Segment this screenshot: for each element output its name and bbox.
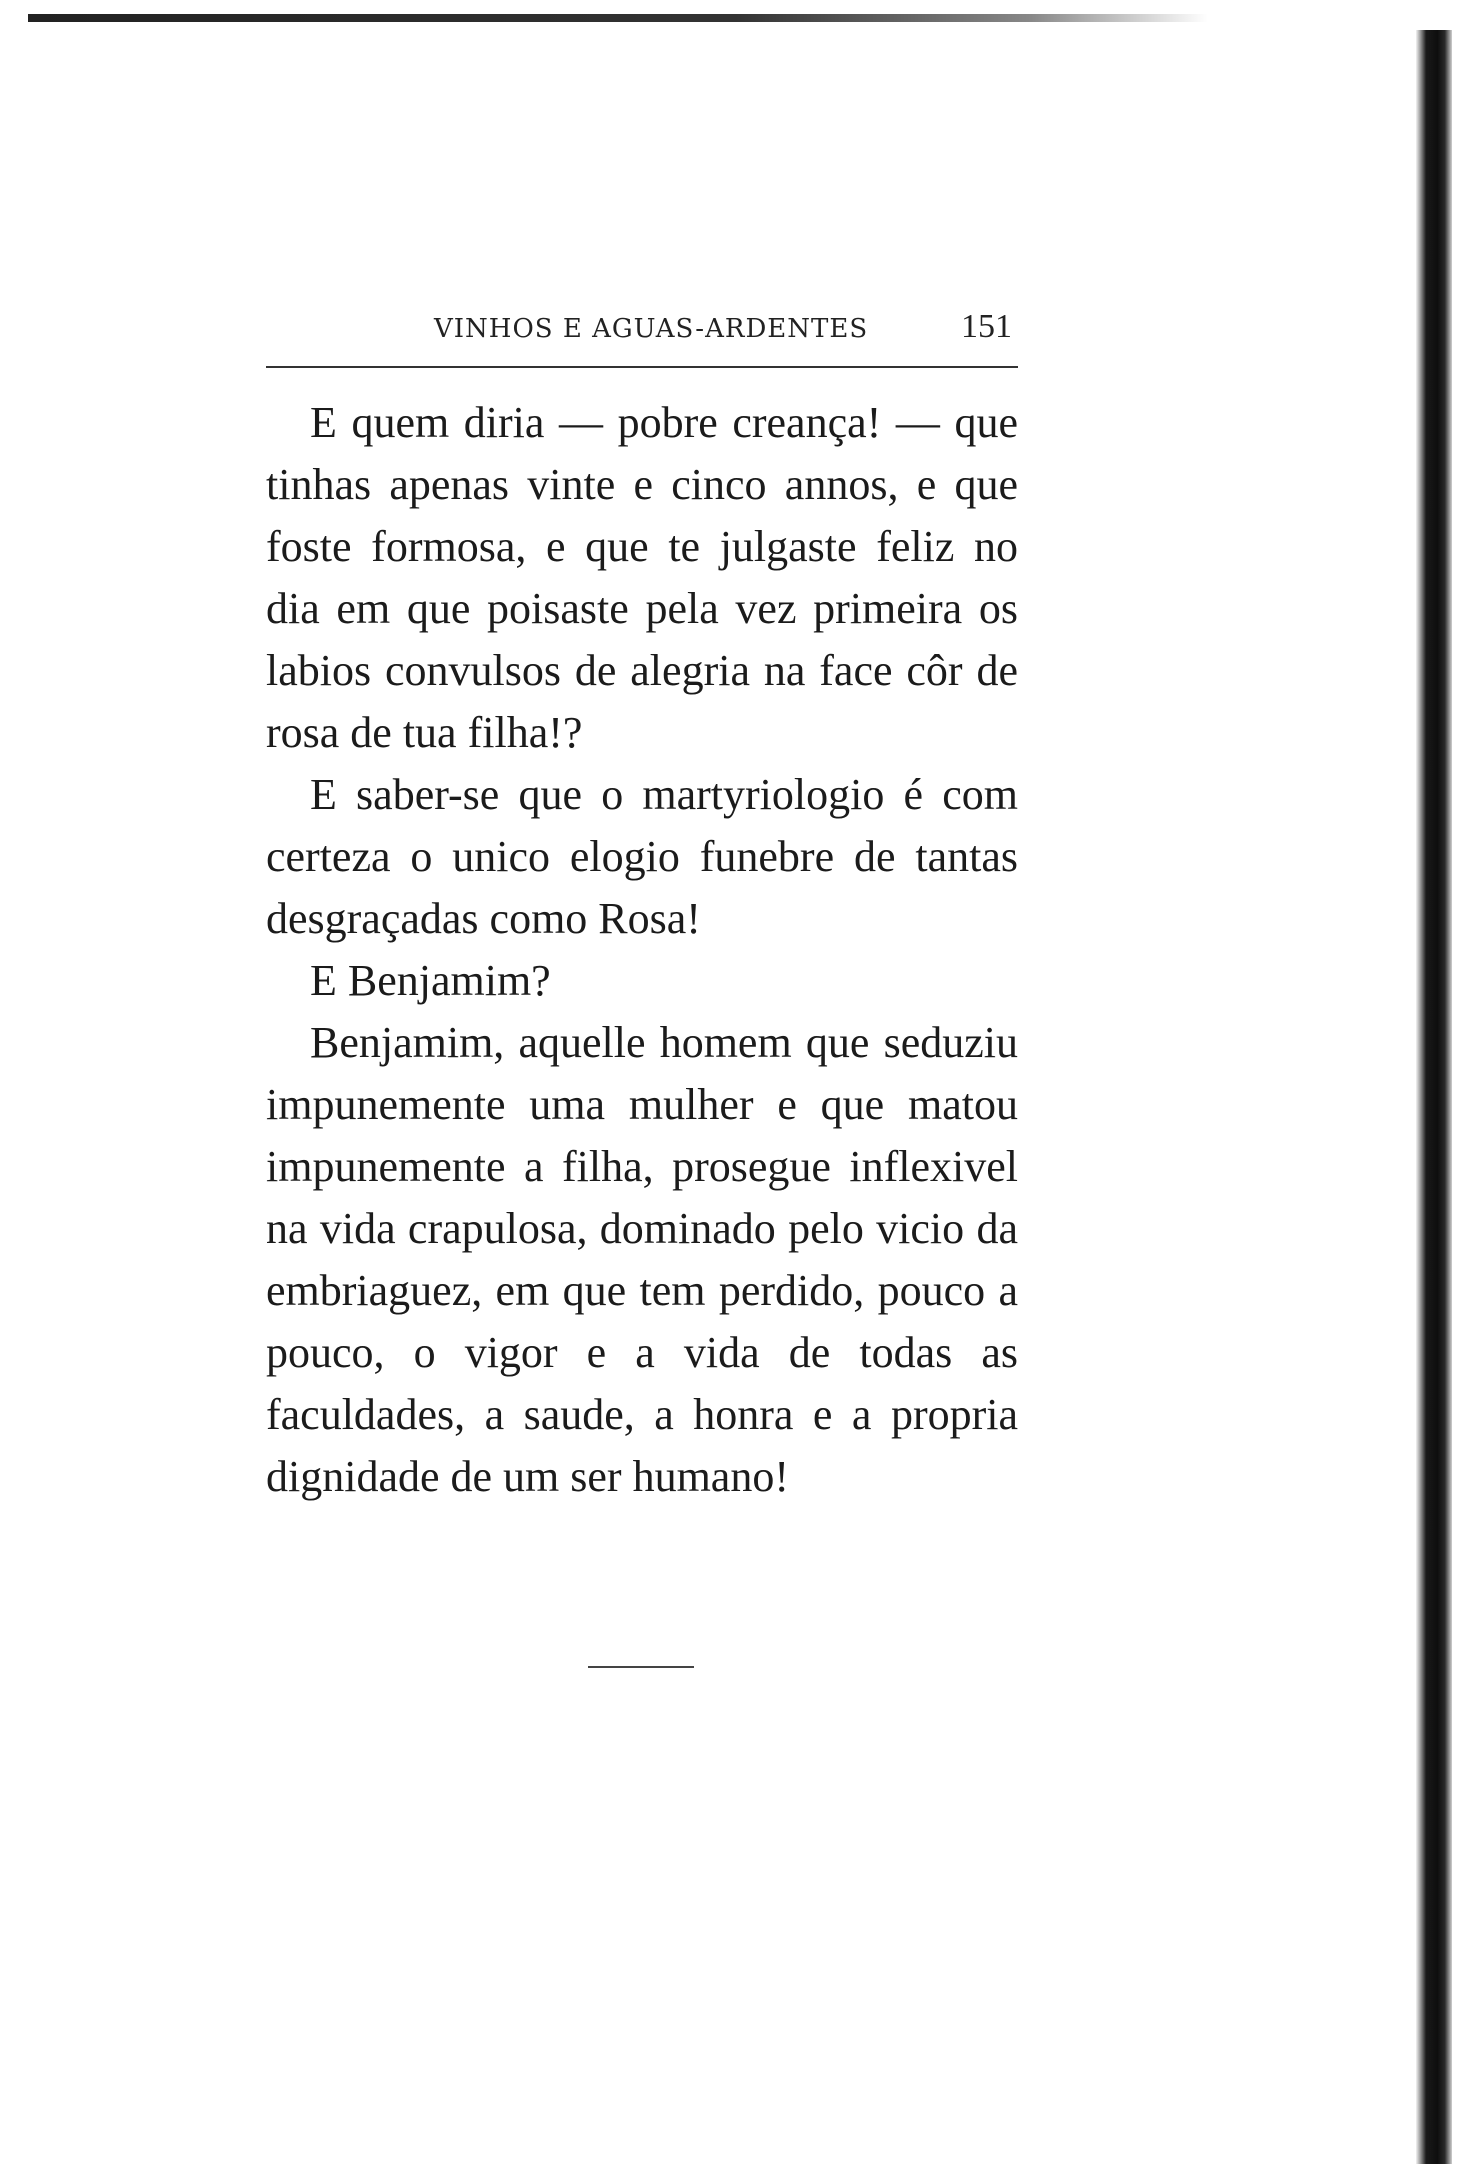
running-title: VINHOS E AGUAS-ARDENTES — [434, 314, 869, 344]
paragraph: E saber-se que o martyriologio é com certeza o unico elogio funebre de tantas desgraçadas como Rosa! — [266, 770, 1018, 943]
page-header — [266, 308, 1018, 368]
paragraph: Benjamim, aquelle homem que seduziu impunemente uma mulher e que matou impunemente a filha, prosegue inflexivel na vida crapulosa, dominado pelo vicio da embriaguez, em que tem perdido, pouco a pouco, o vigor e a vida de todas as faculdades, a saude, a honra e a propria dignidade de um ser humano! — [266, 1018, 1018, 1501]
book-spine-shadow — [1416, 30, 1452, 2164]
body-text — [266, 392, 1018, 1508]
page-number: 151 — [961, 308, 1012, 345]
top-edge-rule — [28, 14, 1208, 22]
paragraph: E quem diria — pobre creança! — que tinhas apenas vinte e cinco annos, e que foste formosa, e que te julgaste feliz no dia em que poisaste pela vez primeira os labios convulsos de alegria na face côr de rosa de tua filha!? — [266, 398, 1018, 757]
paragraph: E Benjamim? — [310, 956, 551, 1005]
chapter-end-rule — [588, 1666, 694, 1668]
header-rule — [266, 366, 1018, 368]
